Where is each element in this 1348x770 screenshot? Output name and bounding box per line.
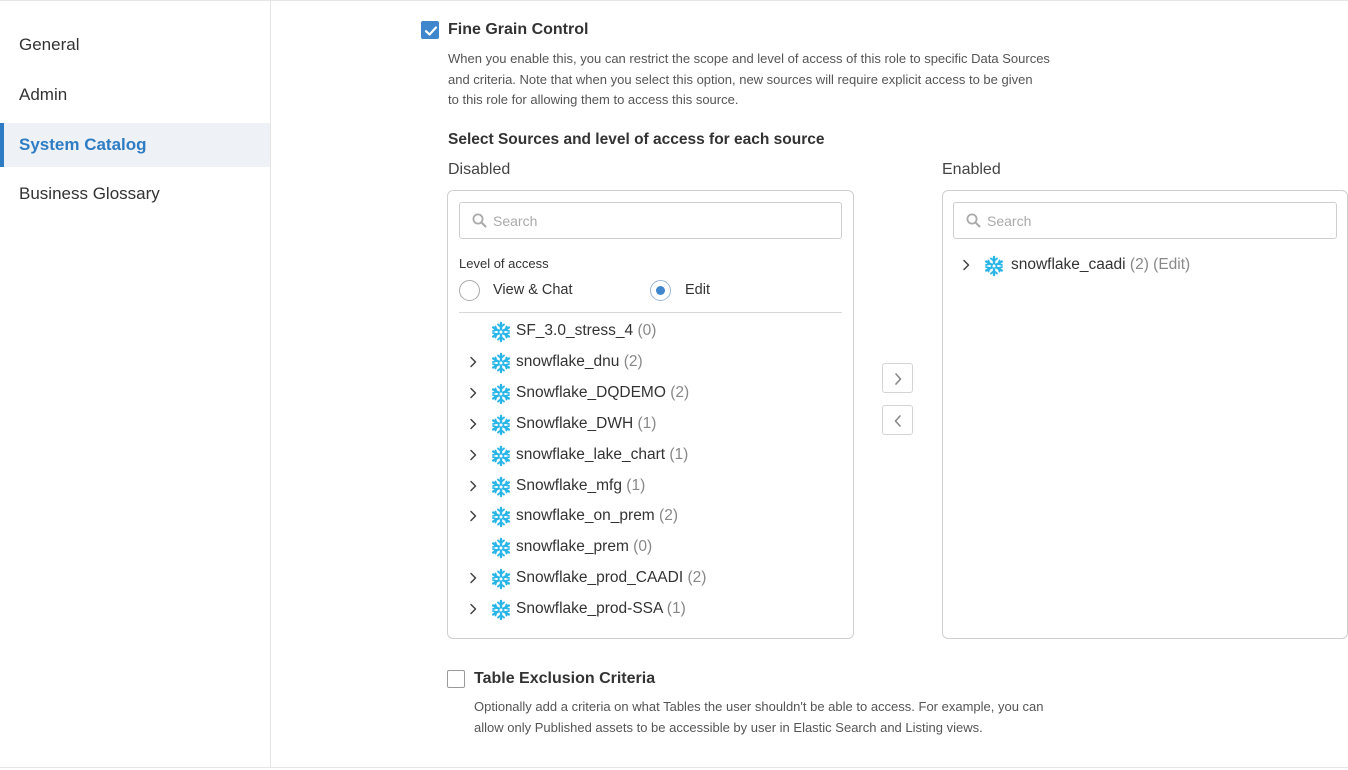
sidebar-item-business-glossary[interactable]: Business Glossary xyxy=(19,184,160,203)
move-left-button[interactable] xyxy=(882,405,913,435)
sidebar-item-general[interactable]: General xyxy=(19,35,80,54)
bottom-border xyxy=(0,767,1348,768)
source-name: snowflake_prem xyxy=(516,538,629,556)
table-exclusion-description-line: Optionally add a criteria on what Tables the user shouldn't be able to access. For example, you can xyxy=(474,699,1044,714)
source-label xyxy=(516,600,686,618)
snowflake-icon xyxy=(490,568,512,590)
source-count: (1) xyxy=(626,476,646,494)
fine-grain-description-line: and criteria. Note that when you select this option, new sources will require explicit access to be given xyxy=(448,71,1033,87)
table-exclusion-description-line: allow only Published assets to be accessible by user in Elastic Search and Listing views. xyxy=(474,719,983,735)
expand-toggle[interactable] xyxy=(468,479,478,493)
expand-toggle[interactable] xyxy=(468,509,478,523)
source-label xyxy=(516,538,652,556)
enabled-heading: Enabled xyxy=(942,161,1001,178)
source-label xyxy=(516,415,656,433)
table-exclusion-title: Table Exclusion Criteria xyxy=(474,670,656,687)
sidebar xyxy=(0,0,271,768)
source-count: (2) (Edit) xyxy=(1129,256,1191,273)
source-label xyxy=(516,477,645,495)
radio-view-chat-label: View & Chat xyxy=(493,282,573,298)
radio-view-chat[interactable] xyxy=(459,280,480,301)
chevron-right-icon xyxy=(468,355,478,369)
enabled-sources-panel xyxy=(942,190,1348,639)
radio-edit[interactable] xyxy=(650,280,671,301)
snowflake-icon xyxy=(490,383,512,405)
level-of-access-label: Level of access xyxy=(459,256,549,271)
source-row[interactable] xyxy=(464,504,839,530)
expand-toggle[interactable] xyxy=(468,417,478,431)
source-icon xyxy=(490,537,512,564)
source-label xyxy=(516,384,689,402)
snowflake-icon xyxy=(490,414,512,436)
source-row[interactable] xyxy=(464,597,839,623)
panel-divider xyxy=(459,312,842,313)
chevron-right-icon xyxy=(468,571,478,585)
source-name: snowflake_on_prem xyxy=(516,507,655,525)
source-count: (1) xyxy=(666,600,686,618)
snowflake-icon xyxy=(490,321,512,343)
snowflake-icon xyxy=(490,537,512,559)
chevron-right-icon xyxy=(468,386,478,400)
source-icon xyxy=(490,476,512,503)
source-row[interactable] xyxy=(464,381,839,407)
chevron-right-icon xyxy=(468,602,478,616)
source-icon xyxy=(490,568,512,595)
search-icon xyxy=(472,213,487,228)
snowflake-icon xyxy=(983,255,1005,277)
checkmark-icon xyxy=(424,24,438,38)
source-name: Snowflake_mfg xyxy=(516,476,622,494)
source-icon xyxy=(490,599,512,626)
source-label xyxy=(516,322,656,340)
chevron-right-icon xyxy=(468,479,478,493)
search-icon xyxy=(966,213,981,228)
source-icon xyxy=(983,255,1005,282)
table-exclusion-checkbox[interactable] xyxy=(447,670,465,688)
source-row[interactable] xyxy=(464,566,839,592)
snowflake-icon xyxy=(490,445,512,467)
expand-toggle[interactable] xyxy=(468,355,478,369)
move-right-button[interactable] xyxy=(882,363,913,393)
source-row[interactable] xyxy=(464,319,839,345)
snowflake-icon xyxy=(490,506,512,528)
chevron-right-icon xyxy=(468,509,478,523)
source-label xyxy=(516,353,643,371)
fine-grain-description-line: to this role for allowing them to access this source. xyxy=(448,92,739,107)
fine-grain-description-line: When you enable this, you can restrict the scope and level of access of this role to specific Data Sources xyxy=(448,51,1050,66)
chevron-right-icon xyxy=(893,372,903,386)
source-count: (1) xyxy=(637,414,657,432)
sidebar-item-admin[interactable]: Admin xyxy=(19,85,68,104)
snowflake-icon xyxy=(490,352,512,374)
source-icon xyxy=(490,352,512,379)
source-label xyxy=(516,507,678,525)
source-count: (2) xyxy=(670,383,690,401)
disabled-search-input[interactable] xyxy=(493,211,823,231)
fine-grain-checkbox[interactable] xyxy=(421,21,439,39)
source-count: (1) xyxy=(669,445,689,463)
chevron-left-icon xyxy=(893,414,903,428)
fine-grain-description xyxy=(448,49,1108,111)
expand-toggle[interactable] xyxy=(468,602,478,616)
source-icon xyxy=(490,414,512,441)
source-count: (2) xyxy=(659,507,678,525)
source-icon xyxy=(490,383,512,410)
source-name: Snowflake_DQDEMO xyxy=(516,383,666,401)
source-icon xyxy=(490,321,512,348)
enabled-search-input[interactable] xyxy=(987,211,1317,231)
source-name: SF_3.0_stress_4 xyxy=(516,322,634,339)
sources-subheading: Select Sources and level of access for each source xyxy=(448,131,825,148)
source-icon xyxy=(490,445,512,472)
source-count: (2) xyxy=(623,352,643,370)
source-label xyxy=(516,569,706,587)
expand-toggle[interactable] xyxy=(961,258,971,272)
source-count: (2) xyxy=(687,569,707,587)
sidebar-item-system-catalog[interactable]: System Catalog xyxy=(0,123,270,167)
source-name: Snowflake_prod_CAADI xyxy=(516,569,684,587)
expand-toggle[interactable] xyxy=(468,571,478,585)
disabled-search-box xyxy=(459,202,842,239)
source-name: Snowflake_DWH xyxy=(516,414,634,432)
source-count: (0) xyxy=(633,538,653,556)
source-row[interactable] xyxy=(464,474,839,500)
snowflake-icon xyxy=(490,476,512,498)
source-label xyxy=(1011,256,1190,274)
source-icon xyxy=(490,506,512,533)
fine-grain-title: Fine Grain Control xyxy=(448,21,589,38)
disabled-sources-panel xyxy=(447,190,854,639)
chevron-right-icon xyxy=(468,417,478,431)
expand-toggle[interactable] xyxy=(468,448,478,462)
source-name: snowflake_dnu xyxy=(516,352,620,370)
disabled-heading: Disabled xyxy=(448,161,511,178)
source-name: Snowflake_prod-SSA xyxy=(516,600,663,618)
source-row[interactable] xyxy=(464,412,839,438)
source-name: snowflake_lake_chart xyxy=(516,445,666,463)
source-label xyxy=(516,446,688,464)
radio-edit-label: Edit xyxy=(685,282,710,298)
chevron-right-icon xyxy=(961,258,971,272)
expand-toggle[interactable] xyxy=(468,386,478,400)
source-row[interactable] xyxy=(464,443,839,469)
enabled-search-box xyxy=(953,202,1337,239)
source-row[interactable] xyxy=(464,535,839,561)
source-name: snowflake_caadi xyxy=(1011,256,1126,273)
table-exclusion-description xyxy=(474,697,1114,738)
snowflake-icon xyxy=(490,599,512,621)
chevron-right-icon xyxy=(468,448,478,462)
source-row[interactable] xyxy=(959,253,1334,279)
source-row[interactable] xyxy=(464,350,839,376)
source-count: (0) xyxy=(637,322,657,339)
